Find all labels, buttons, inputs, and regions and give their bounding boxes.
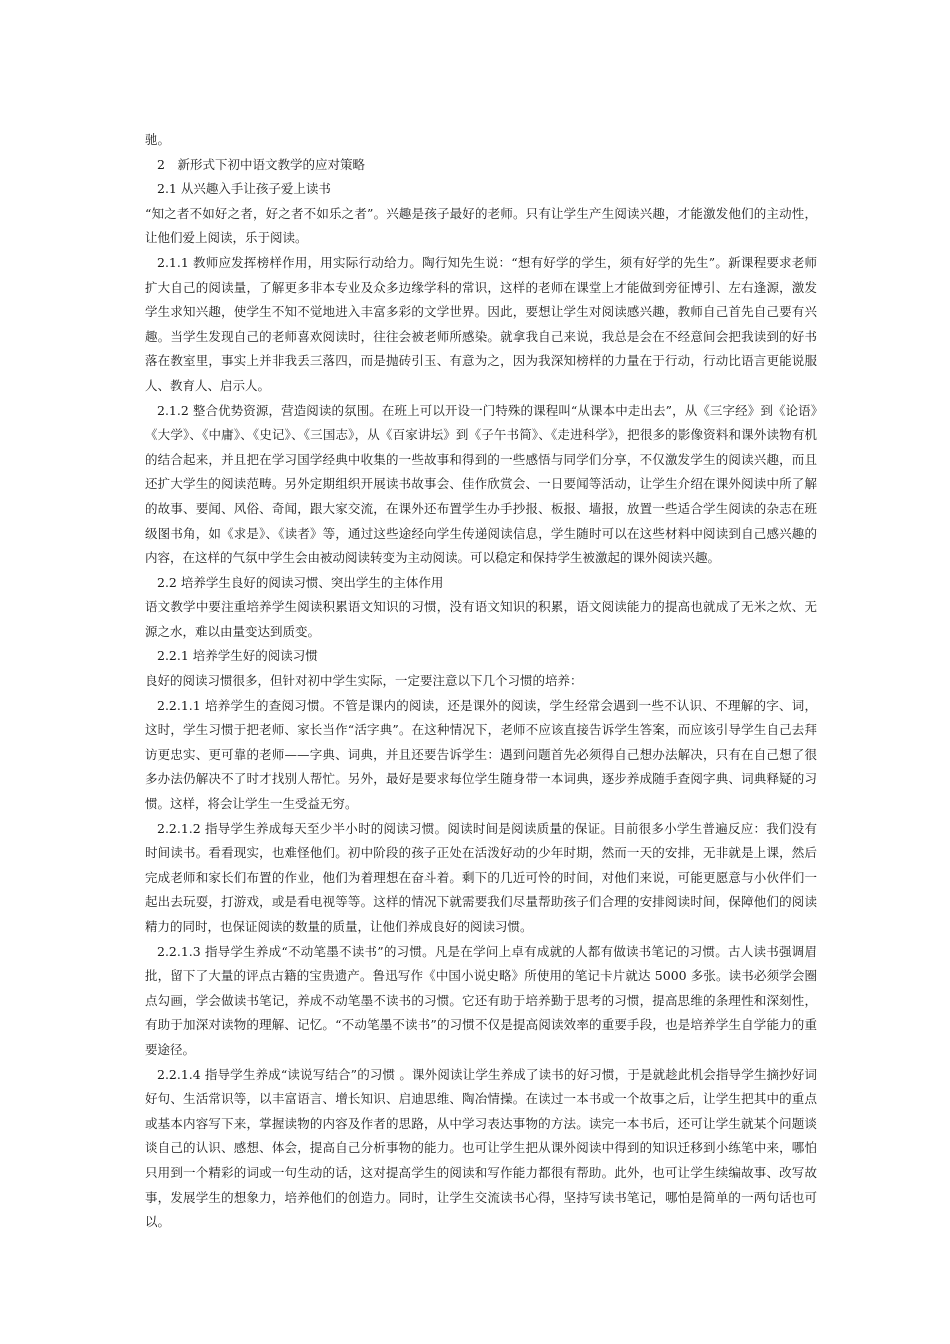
heading-section-2-2: 2.2 培养学生良好的阅读习惯、突出学生的主体作用 [157,574,444,590]
paragraph-accumulation: 语文教学中要注重培养学生阅读积累语文知识的习惯，没有语文知识的积累，语文阅读能力的提高也就成了无米之炊、无源之水，难以由量变达到质变。 [145,599,817,639]
heading-section-2: 2 新形式下初中语文教学的应对策略 [157,156,365,172]
paragraph-2-2-1-1: 2.2.1.1 培养学生的查阅习惯。不管是课内的阅读，还是课外的阅读，学生经常会遇到一些不认识、不理解的字、词，这时，学生习惯于把老师、家长当作“活字典”。在这种情况下，老师不应该直接告诉学生答案，而应该引导学生自己去拜访更忠实、更可靠的老师——字典、词典，并且还要告诉学生：遇到问题首先必须得自己想办法解决，只有在自己想了很多办法仍解决不了时才找别人帮忙。另外，最好是要求每位学生随身带一本词典，逐步养成随手查阅字典、词典释疑的习惯。这样，将会让学生一生受益无穷。 [145,697,817,812]
paragraph-2-2-1-2: 2.2.1.2 指导学生养成每天至少半小时的阅读习惯。阅读时间是阅读质量的保证。目前很多小学生普遍反应：我们没有时间读书。看看现实，也难怪他们。初中阶段的孩子正处在活泼好动的少年时期，然而一天的安排，无非就是上课，然后完成老师和家长们布置的作业，他们为着理想在奋斗着。剩下的几近可怜的时间，对他们来说，可能更愿意与小伙伴们一起出去玩耍，打游戏，或是看电视等等。这样的情况下就需要我们尽量帮助孩子们合理的安排阅读时间，保障他们的阅读精力的同时，也保证阅读的数量的质量，让他们养成良好的阅读习惯。 [145,820,817,934]
paragraph-interest: “知之者不如好之者，好之者不如乐之者”。兴趣是孩子最好的老师。只有让学生产生阅读兴趣，才能激发他们的主动性，让他们爱上阅读，乐于阅读。 [145,205,817,246]
heading-section-2-2-1: 2.2.1 培养学生好的阅读习惯 [157,648,318,664]
paragraph-2-1-2: 2.1.2 整合优势资源，营造阅读的氛围。在班上可以开设一门特殊的课程叫“从课本中走出去”，从《三字经》到《论语》《大学》、《中庸》、《史记》、《三国志》，从《百家讲坛》到《子午书简》、《走进科学》，把很多的影像资料和课外读物有机的结合起来，并且把在学习国学经典中收集的一些故事和得到的一些感悟与同学们分享，不仅激发学生的阅读兴趣，而且还扩大学生的阅读范畴。另外定期组织开展读书故事会、佳作欣赏会、一日要闻等活动，让学生介绍在课外阅读中所了解的故事、要闻、风俗、奇闻，跟大家交流，在课外还布置学生办手抄报、板报、墙报，放置一些适合学生阅读的杂志在班级图书角，如《求是》、《读者》等，通过这些途经向学生传递阅读信息，学生随时可以在这些材料中阅读到自己感兴趣的内容，在这样的气氛中学生会由被动阅读转变为主动阅读。可以稳定和保持学生被激起的课外阅读兴趣。 [145,402,817,566]
paragraph-2-2-1-3: 2.2.1.3 指导学生养成“不动笔墨不读书”的习惯。凡是在学问上卓有成就的人都有做读书笔记的习惯。古人读书强调眉批，留下了大量的评点古籍的宝贵遗产。鲁迅写作《中国小说史略》所使用的笔记卡片就达 5000 多张。读书必须学会圈点勾画，学会做读书笔记，养成不动笔墨不读书的习惯。它还有助于培养勤于思考的习惯，提高思维的条理性和深刻性，有助于加深对读物的理解、记忆。“不动笔墨不读书”的习惯不仅是提高阅读效率的重要手段，也是培养学生自学能力的重要途径。 [145,943,817,1057]
paragraph-2-1-1: 2.1.1 教师应发挥榜样作用，用实际行动给力。陶行知先生说：“想有好学的学生，须有好学的先生”。新课程要求老师扩大自己的阅读量，了解更多非本专业及众多边缘学科的常识，这样的老师在课堂上才能做到旁征博引、左右逢源，激发学生求知兴趣，使学生不知不觉地进入丰富多彩的文学世界。因此，要想让学生对阅读感兴趣，教师自己首先自己要有兴趣。当学生发现自己的老师喜欢阅读时，往往会被老师所感染。就拿我自己来说，我总是会在不经意间会把我读到的好书落在教室里，事实上并非我丢三落四，而是抛砖引玉、有意为之，因为我深知榜样的力量在于行动，行动比语言更能说服人、教育人、启示人。 [145,254,817,393]
paragraph-2-2-1-4: 2.2.1.4 指导学生养成“读说写结合”的习惯 。课外阅读让学生养成了读书的好习惯，于是就趁此机会指导学生摘抄好词好句、生活常识等，以丰富语言、增长知识、启迪思维、陶冶情操。在读过一本书或一个故事之后，让学生把其中的重点或基本内容写下来，掌握读物的内容及作者的思路，从中学习表达事物的方法。读完一本书后，还可让学生就某个问题谈谈自己的认识、感想、体会，提高自己分析事物的能力。也可让学生把从课外阅读中得到的知识迁移到小练笔中来，哪怕只用到一个精彩的词或一句生动的话，这对提高学生的阅读和写作能力都很有帮助。此外，也可让学生续编故事、改写故事，发展学生的想象力，培养他们的创造力。同时，让学生交流读书心得，坚持写读书笔记，哪怕是简单的一两句话也可以。 [145,1066,817,1230]
paragraph-habits-intro: 良好的阅读习惯很多，但针对初中学生实际，一定要注意以下几个习惯的培养： [145,673,583,689]
heading-section-2-1: 2.1 从兴趣入手让孩子爱上读书 [157,181,331,197]
paragraph-continuation: 驰。 [145,132,171,147]
document-body [145,128,817,1235]
